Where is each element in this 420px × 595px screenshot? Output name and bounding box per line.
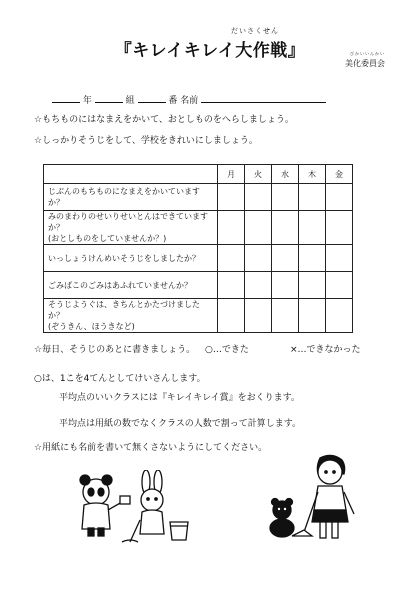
scoring-line-2: 平均点のいいクラスには『キレイキレイ賞』をおくります。 xyxy=(59,393,300,403)
instruction-2: ☆しっかりそうじをして、学校をきれいにしましょう。 xyxy=(34,136,258,146)
check-cell[interactable] xyxy=(245,299,272,333)
committee-name: 美化委員会 xyxy=(345,59,385,68)
check-cell[interactable] xyxy=(245,245,272,272)
check-cell[interactable] xyxy=(299,211,326,245)
check-cell[interactable] xyxy=(218,272,245,299)
scoring-line-3: 平均点は用紙の数でなくクラスの人数で割って計算します。 xyxy=(59,419,302,429)
question-5 xyxy=(44,299,218,333)
check-cell[interactable] xyxy=(272,299,299,333)
check-cell[interactable] xyxy=(299,272,326,299)
table-row xyxy=(44,272,353,299)
question-3 xyxy=(44,245,218,272)
check-cell[interactable] xyxy=(299,245,326,272)
instruction-1: ☆もちものにはなまえをかいて、おとしものをへらしましょう。 xyxy=(34,115,294,125)
year-blank[interactable] xyxy=(52,93,80,103)
check-cell[interactable] xyxy=(272,184,299,211)
question-1-line1: じぶんのもちものになまえをかいていますか？ xyxy=(48,187,200,207)
question-4 xyxy=(44,272,218,299)
header-corner xyxy=(44,165,218,184)
check-cell[interactable] xyxy=(299,299,326,333)
check-table xyxy=(43,164,353,333)
check-cell[interactable] xyxy=(218,245,245,272)
year-label: 年 xyxy=(82,96,92,106)
check-cell[interactable] xyxy=(218,184,245,211)
check-cell[interactable] xyxy=(299,184,326,211)
check-cell[interactable] xyxy=(245,211,272,245)
question-2-line2: (おとしものをしていませんか？) xyxy=(48,234,167,243)
day-wed: 水 xyxy=(272,165,299,184)
check-cell[interactable] xyxy=(218,211,245,245)
table-row xyxy=(44,299,353,333)
check-cell[interactable] xyxy=(326,245,353,272)
check-cell[interactable] xyxy=(326,211,353,245)
check-cell[interactable] xyxy=(326,184,353,211)
check-cell[interactable] xyxy=(245,184,272,211)
legend-done: ○…できた xyxy=(205,345,249,355)
check-cell[interactable] xyxy=(272,211,299,245)
day-fri: 金 xyxy=(326,165,353,184)
table-row xyxy=(44,211,353,245)
question-4-line1: ごみばこのごみはあふれていませんか？ xyxy=(48,280,192,290)
name-blank[interactable] xyxy=(201,93,326,103)
class-label: 組 xyxy=(125,96,135,106)
footer-note: ☆用紙にも名前を書いて無くさないようにしてください。 xyxy=(34,443,268,453)
question-2-line1: みのまわりのせいりせいとんはできていますか？ xyxy=(48,212,208,232)
number-blank[interactable] xyxy=(138,93,166,103)
number-label: 番 xyxy=(168,96,178,106)
check-cell[interactable] xyxy=(326,299,353,333)
page-title: 『キレイキレイ大作戦』 xyxy=(114,41,306,61)
legend-not-done: ×…できなかった xyxy=(290,345,361,355)
class-blank[interactable] xyxy=(95,93,123,103)
question-3-line1: いっしょうけんめいそうじをしましたか？ xyxy=(48,253,200,263)
question-1 xyxy=(44,184,218,211)
table-row xyxy=(44,245,353,272)
title-ruby: だいさくせん xyxy=(231,27,279,35)
question-2 xyxy=(44,211,218,245)
check-cell[interactable] xyxy=(272,245,299,272)
committee-ruby: びかいいんかい xyxy=(350,51,385,56)
scoring-line-1: ○は、1こを4てんとしてけいさんします。 xyxy=(34,374,206,384)
day-mon: 月 xyxy=(218,165,245,184)
name-line xyxy=(52,93,326,106)
day-thu: 木 xyxy=(299,165,326,184)
check-cell[interactable] xyxy=(218,299,245,333)
panda-and-rabbit-illustration xyxy=(70,470,210,550)
table-row xyxy=(44,184,353,211)
table-header-row xyxy=(44,165,353,184)
question-5-line2: (ぞうきん、ほうきなど) xyxy=(48,322,135,331)
name-label: 名前 xyxy=(180,96,199,106)
day-tue: 火 xyxy=(245,165,272,184)
check-cell[interactable] xyxy=(272,272,299,299)
check-cell[interactable] xyxy=(326,272,353,299)
boy-and-bear-illustration xyxy=(262,452,362,552)
question-5-line1: そうじようぐは、きちんとかたづけましたか？ xyxy=(48,300,200,320)
daily-note: ☆毎日、そうじのあとに書きましょう。 xyxy=(34,345,196,355)
check-cell[interactable] xyxy=(245,272,272,299)
